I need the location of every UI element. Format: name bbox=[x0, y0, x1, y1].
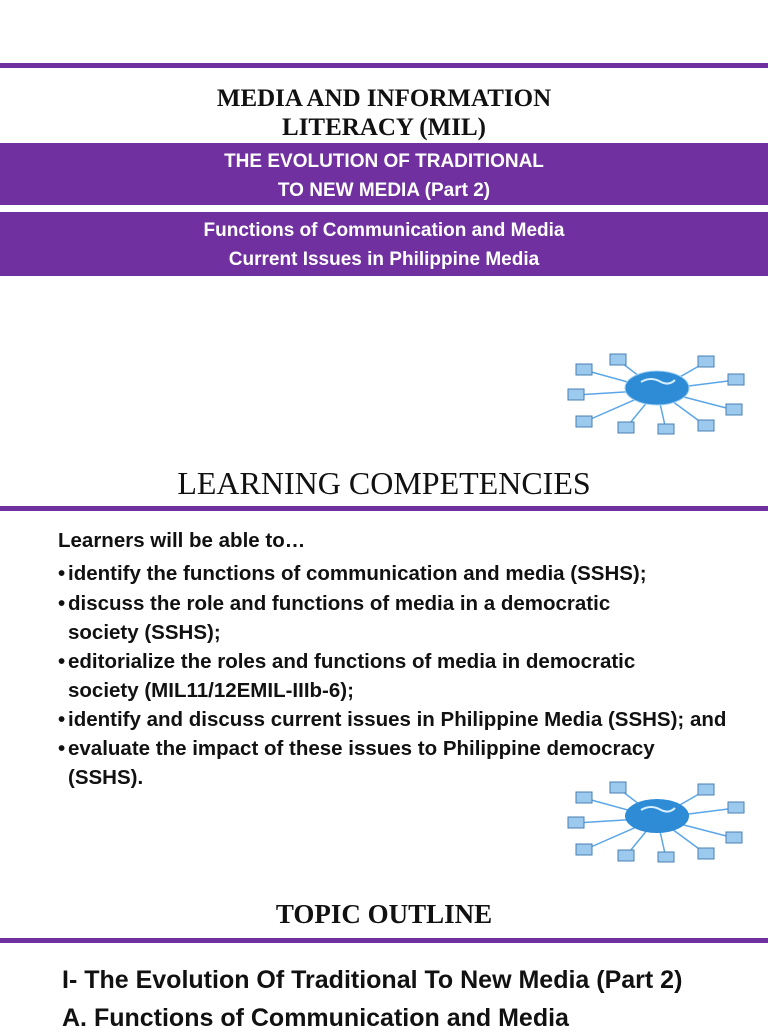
network-globe-icon bbox=[566, 778, 748, 863]
outline-item: A. Functions of Communication and Media bbox=[62, 1004, 569, 1032]
slide2-rule bbox=[0, 506, 768, 511]
topics-band bbox=[0, 212, 768, 276]
slide1-title-line2: LITERACY (MIL) bbox=[282, 114, 486, 141]
slide2-title: LEARNING COMPETENCIES bbox=[177, 465, 591, 501]
slide1-title bbox=[0, 84, 768, 142]
slide3-rule bbox=[0, 938, 768, 943]
list-item: • identify and discuss current issues in Philippine Media (SSHS); and bbox=[58, 708, 727, 731]
network-globe-icon bbox=[566, 350, 748, 435]
outline-item: I- The Evolution Of Traditional To New Media (Part 2) bbox=[62, 966, 683, 994]
competencies-list bbox=[58, 527, 748, 792]
band1-line1: THE EVOLUTION OF TRADITIONAL bbox=[224, 151, 544, 172]
competencies-lead: Learners will be able to… bbox=[58, 529, 306, 552]
slide1-title-line1: MEDIA AND INFORMATION bbox=[216, 85, 552, 112]
list-item: • discuss the role and functions of media in a democratic society (SSHS); bbox=[58, 592, 611, 644]
band1-line2: TO NEW MEDIA (Part 2) bbox=[277, 180, 491, 201]
subtitle-band bbox=[0, 143, 768, 205]
band2-line1: Functions of Communication and Media bbox=[203, 220, 565, 241]
slide3-title: TOPIC OUTLINE bbox=[275, 899, 493, 929]
top-rule bbox=[0, 63, 768, 68]
list-item: • editorialize the roles and functions of media in democratic society (MIL11/12EMIL-IIIb-6); bbox=[58, 650, 636, 702]
band2-line2: Current Issues in Philippine Media bbox=[228, 249, 540, 270]
list-item: • evaluate the impact of these issues to Philippine democracy (SSHS). bbox=[58, 737, 655, 789]
list-item: • identify the functions of communication and media (SSHS); bbox=[58, 562, 647, 585]
